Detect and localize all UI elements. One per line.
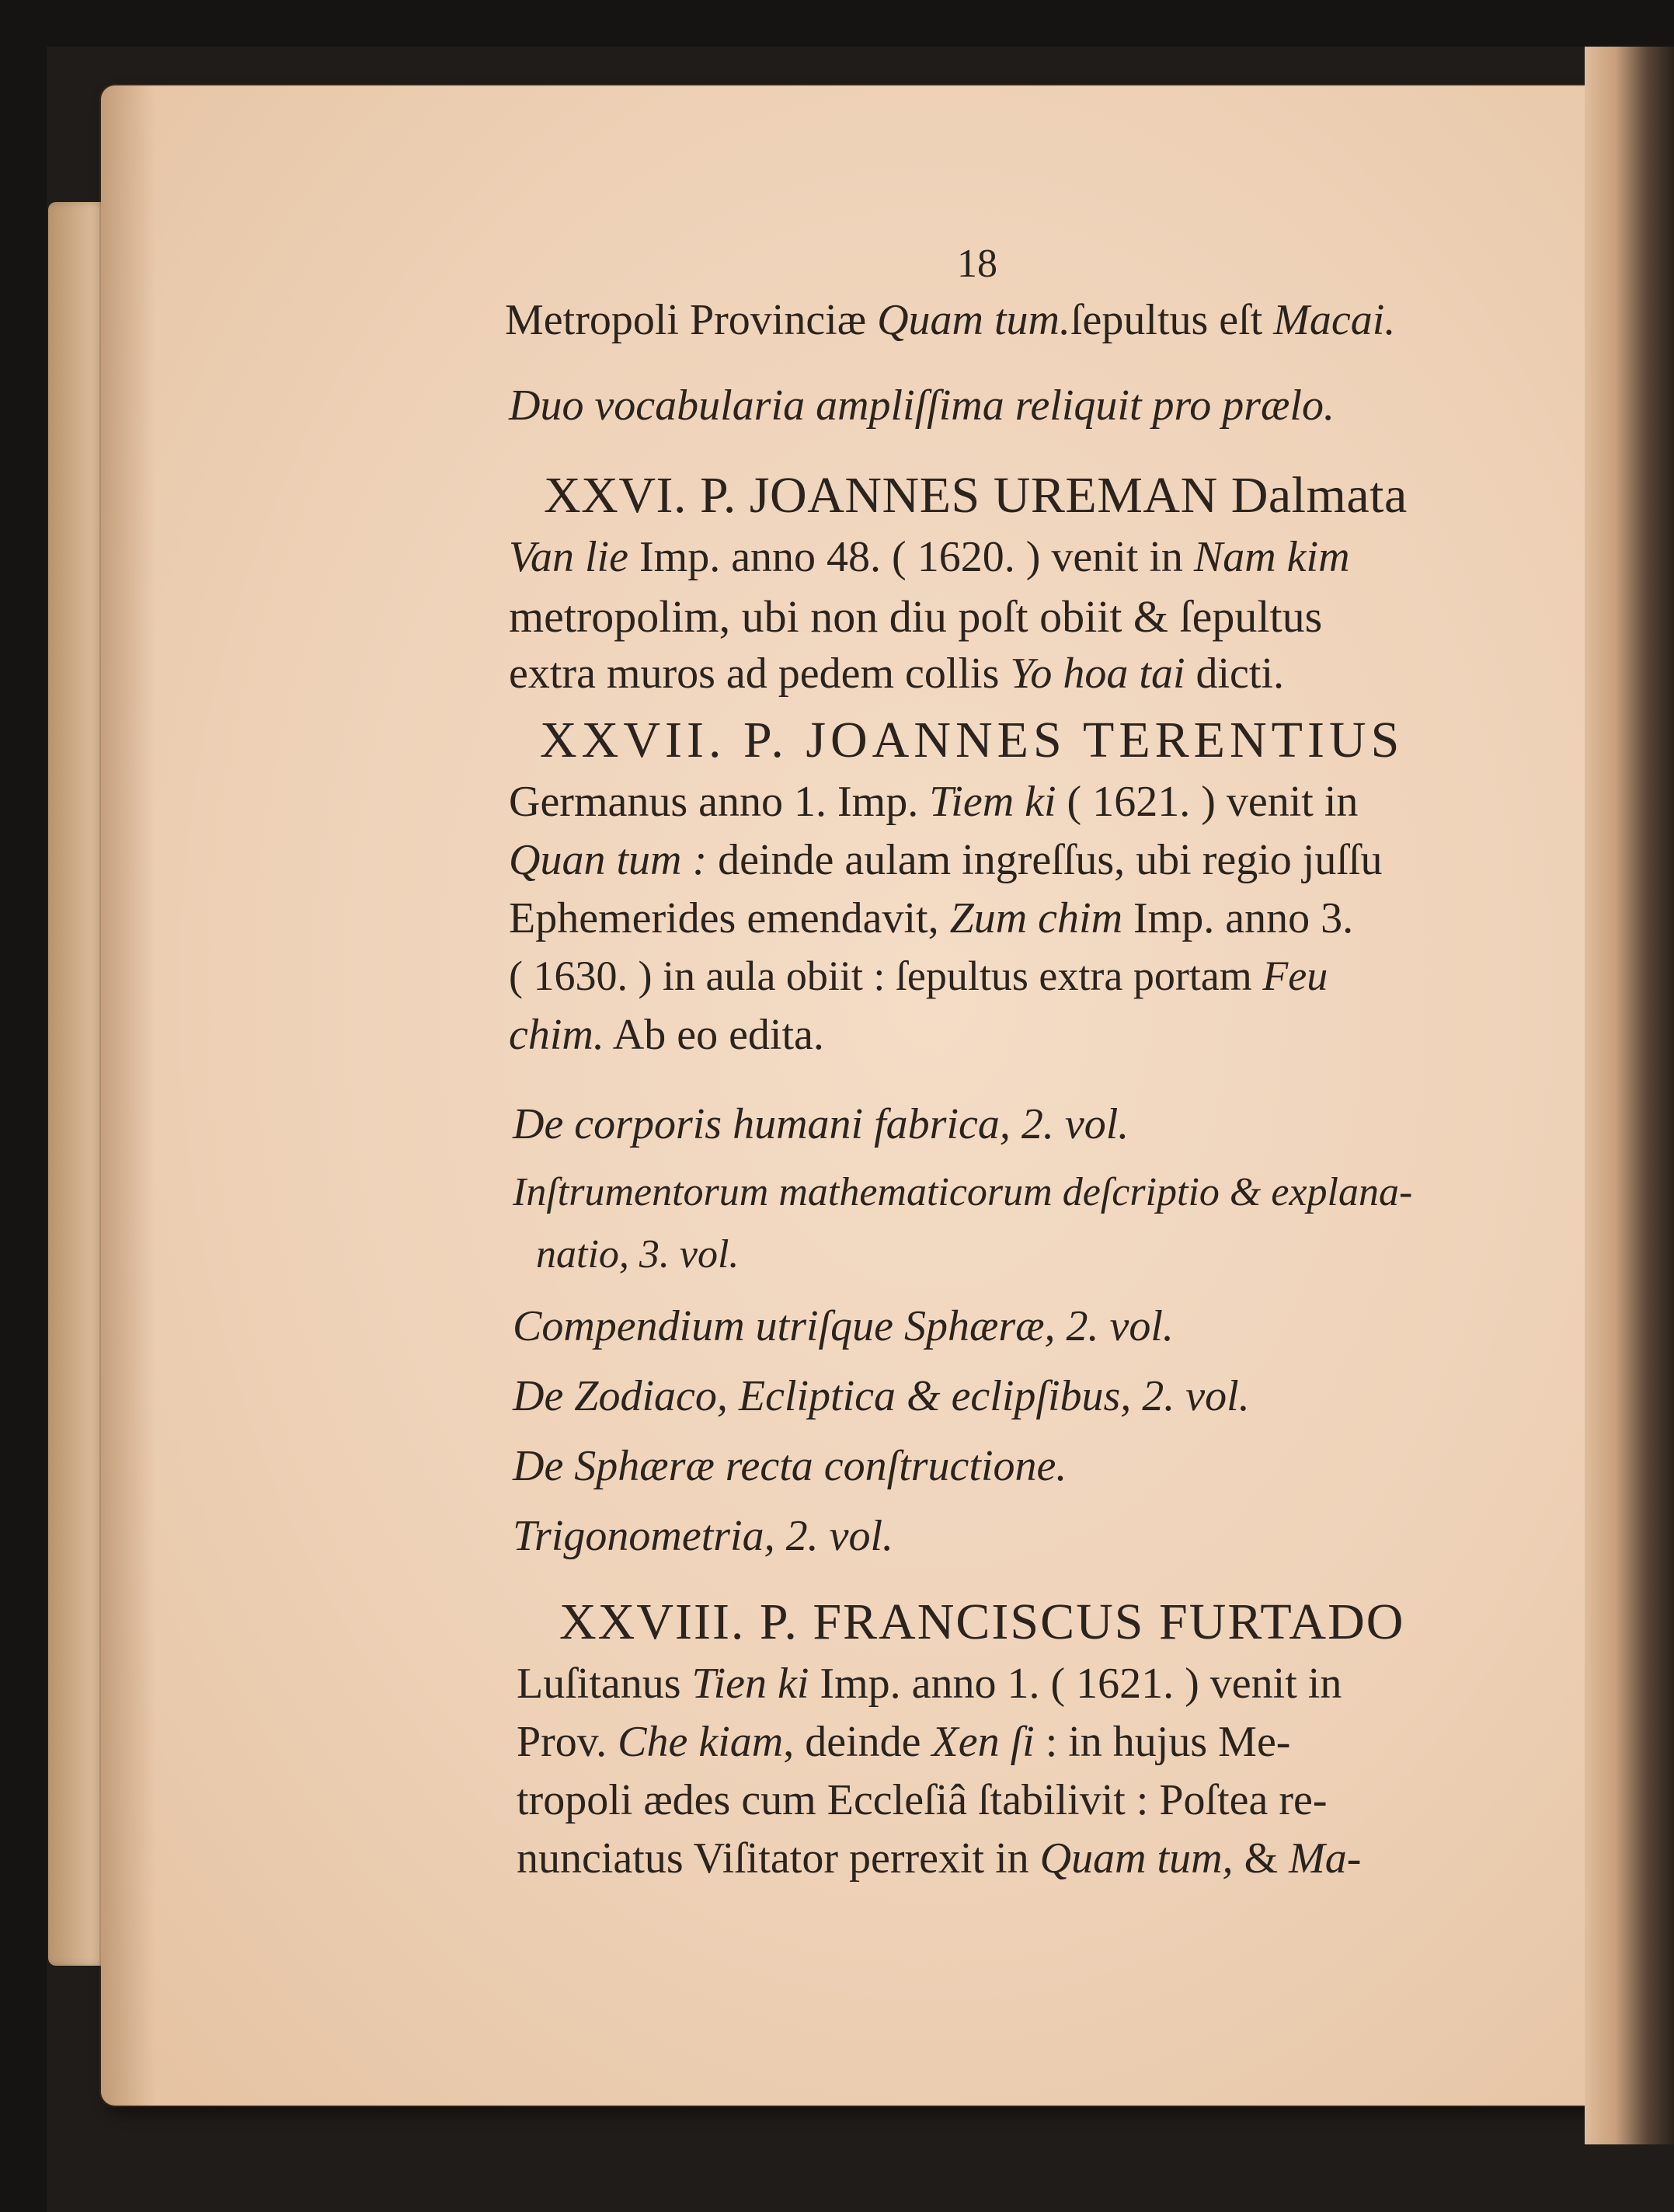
line-part: Xen ſi	[931, 1718, 1035, 1766]
line-part: Ma-	[1289, 1834, 1362, 1883]
work-title-3: Compendium utriſque Sphæræ, 2. vol.	[513, 1302, 1174, 1350]
page-shading	[101, 85, 155, 2106]
line-part: Feu	[1262, 953, 1328, 999]
text-line-22	[517, 1717, 1290, 1767]
line-part: Tien ki	[691, 1660, 809, 1708]
line-part: Van lie	[509, 533, 628, 581]
line-part: Imp. anno 3.	[1122, 894, 1354, 942]
entry-heading-xxvii: XXVII. P. JOANNES TERENTIUS	[540, 712, 1404, 768]
text-line-5: metropolim, ubi non diu poſt obiit & ſepultus	[509, 591, 1323, 642]
line-part: dicti.	[1185, 650, 1285, 698]
work-title-4: De Zodiaco, Ecliptica & eclipſibus, 2. vol.	[513, 1372, 1250, 1420]
work-title-2-cont: natio, 3. vol.	[536, 1232, 740, 1277]
line-part: nunciatus Viſitator perrexit in	[517, 1834, 1040, 1883]
book-gutter	[1585, 47, 1674, 2144]
line-part: Quan tum :	[509, 836, 708, 884]
text-line-1	[505, 295, 1395, 345]
text-line-24	[517, 1834, 1361, 1883]
text-line-12	[509, 1010, 824, 1060]
line-part: Luſitanus	[517, 1660, 692, 1708]
line-part: Ephemerides emendavit,	[509, 894, 950, 942]
line-part: Quam tum,	[1039, 1834, 1234, 1883]
line-part: Che kiam	[618, 1718, 784, 1766]
line-part: Imp. anno 48. ( 1620. ) venit in	[628, 533, 1194, 581]
line-part: : in hujus Me-	[1034, 1718, 1291, 1766]
line-part: extra muros ad pedem collis	[509, 650, 1011, 698]
text-line-23: tropoli ædes cum Eccleſiâ ſtabilivit : Poſtea re-	[517, 1776, 1328, 1824]
text-line-2: Duo vocabularia ampliſſima reliquit pro prælo.	[509, 381, 1335, 430]
line-part: deinde aulam ingreſſus, ubi regio juſſu	[707, 836, 1383, 884]
work-title-1: De corporis humani fabrica, 2. vol.	[513, 1100, 1129, 1148]
text-line-6	[509, 649, 1284, 698]
line-part: Macai.	[1273, 296, 1396, 344]
line-part: , deinde	[783, 1718, 932, 1766]
line-part: &	[1233, 1834, 1289, 1883]
line-part: ſepultus eſt	[1070, 296, 1274, 344]
entry-heading-xxviii: XXVIII. P. FRANCISCUS FURTADO	[559, 1594, 1405, 1650]
line-part: Zum chim	[949, 894, 1123, 942]
entry-heading-xxvi: XXVI. P. JOANNES UREMAN Dalmata	[544, 467, 1408, 524]
text-line-10	[509, 894, 1353, 943]
line-part: ( 1621. ) venit in	[1056, 778, 1359, 826]
line-part: Quam tum.	[877, 296, 1070, 344]
line-part: ( 1630. ) in aula obiit : ſepultus extra portam	[509, 953, 1263, 999]
line-part: Germanus anno 1. Imp.	[509, 778, 930, 826]
text-line-4	[509, 532, 1350, 582]
line-part: Tiem ki	[929, 778, 1056, 826]
line-part: Yo hoa tai	[1010, 650, 1185, 698]
text-line-8	[509, 777, 1358, 827]
line-part: Nam kim	[1193, 533, 1350, 581]
line-part: Imp. anno 1. ( 1621. ) venit in	[809, 1660, 1342, 1708]
work-title-6: Trigonometria, 2. vol.	[513, 1512, 894, 1560]
text-line-11	[509, 952, 1328, 1000]
line-part: chim.	[509, 1011, 604, 1059]
text-line-9	[509, 835, 1382, 885]
page-number: 18	[957, 242, 997, 286]
line-part: Metropoli Provinciæ	[505, 296, 878, 344]
text-line-21	[517, 1659, 1342, 1709]
work-title-2: Inſtrumentorum mathematicorum deſcriptio & explana-	[513, 1170, 1413, 1214]
work-title-5: De Sphæræ recta conſtructione.	[513, 1442, 1067, 1490]
line-part: Ab eo edita.	[604, 1011, 824, 1059]
line-part: Prov.	[517, 1718, 618, 1766]
